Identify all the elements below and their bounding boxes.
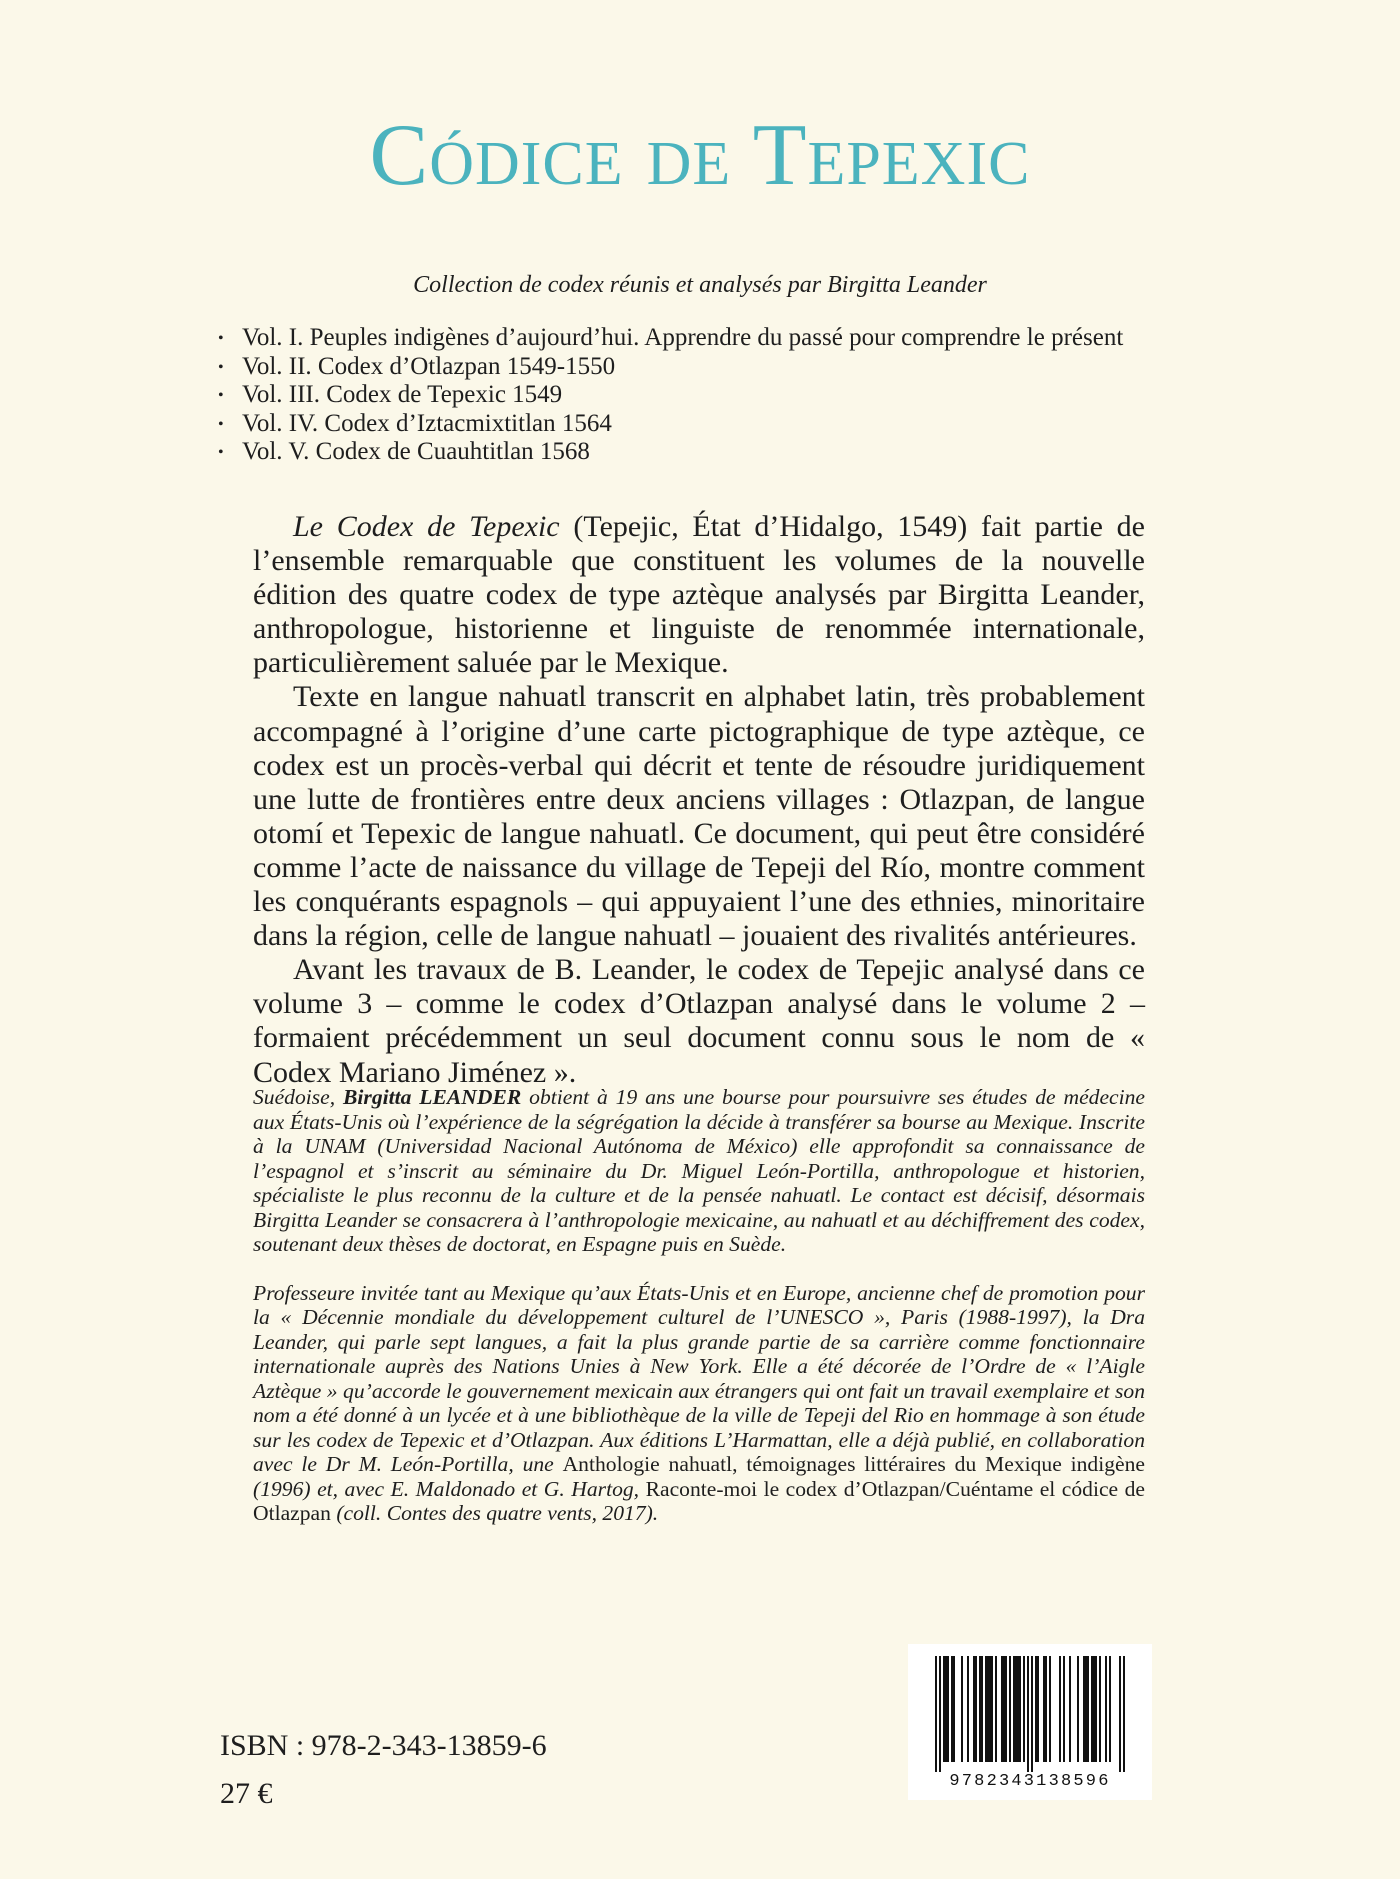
book-title: Códice de Tepexic: [369, 107, 1031, 204]
barcode-bar: [1031, 1656, 1033, 1772]
volume-item: [218, 381, 1218, 410]
isbn: ISBN : 978-2-343-13859-6: [220, 1729, 547, 1762]
barcode-bar: [1003, 1656, 1005, 1762]
barcode-bar: [935, 1656, 937, 1772]
volume-label: Vol. I. Peuples indigènes d’aujourd’hui. Apprendre du passé pour comprendre le présent: [242, 324, 1124, 351]
barcode-bar: [961, 1656, 963, 1762]
price: 27 €: [220, 1777, 273, 1810]
bio-text: Suédoise,: [253, 1085, 344, 1109]
barcode-bar: [1009, 1656, 1011, 1762]
description-paragraph-2: Texte en langue nahuatl transcrit en alphabet latin, très probablement accompagné à l’origine d’une carte pictographique de type aztèque, ce codex est un procès-verbal qui décrit et tente de résoudre juridiquement une lutte de frontières entre deux anciens villages : Otlazpan, de langue otomí et Tepexic de langue nahuatl. Ce document, qui peut être considéré comme l’acte de naissance du village de Tepeji del Río, montre comment les conquérants espagnols – qui appuyaient l’une des ethnies, minoritaire dans la région, celle de langue nahuatl – jouaient des rivalités antérieures.: [253, 680, 1145, 953]
barcode-bar: [1019, 1656, 1021, 1762]
barcode-bar: [1077, 1656, 1079, 1762]
bio-paragraph-2: [253, 1281, 1145, 1526]
barcode-bar: [1109, 1656, 1111, 1762]
barcode-bar: [1045, 1656, 1047, 1762]
bullet-icon: •: [218, 444, 224, 462]
barcode-bar: [1049, 1656, 1051, 1762]
barcode-bar: [1001, 1656, 1003, 1762]
volume-item: [218, 438, 1218, 467]
bullet-icon: •: [218, 358, 224, 376]
barcode-bar: [1023, 1656, 1025, 1762]
bio-text: obtient à 19 ans une bourse pour poursuivre ses études de médecine aux États-Unis où l’expérience de la ségrégation la décide à transférer sa bourse au Mexique. Inscrite à la UNAM (Universidad Nacional Autónoma de México) elle approfondit sa connaissance de l’espagnol et s’inscrit au séminaire du Dr. Miguel León-Portilla, anthropologue et historien, spécialiste le plus reconnu de la culture et de la pensée nahuatl. Le contact est décisif, désormais Birgitta Leander se consacrera à l’anthropologie mexicaine, au nahuatl et au déchiffrement des codex, soutenant deux thèses de doctorat, en Espagne puis en Suède.: [253, 1085, 1146, 1256]
paragraph-text: (Tepejic, État d’Hidalgo, 1549) fait partie de l’ensemble remarquable que constituent les volumes de la nouvelle édition des quatre codex de type aztèque analysés par Birgitta Leander, anthropologue, historienne et linguiste de renommée internationale, particulièrement saluée par le Mexique.: [253, 510, 1145, 680]
bio-text: Professeure invitée tant au Mexique qu’aux États-Unis et en Europe, ancienne chef de promotion pour la « Décennie mondiale du développement culturel de l’UNESCO », Paris (1988-1997), la Dra Leander, qui parle sept langues, a fait la plus grande partie de sa carrière comme fonctionnaire internationale auprès des Nations Unies à New York. Elle a été décorée de l’Ordre de « l’Aigle Aztèque » qu’accorde le gouvernement mexicain aux étrangers qui ont fait un travail exemplaire et son nom a été donné à un lycée et à une bibliothèque de la ville de Tepeji del Rio en hommage à son étude sur les codex de Tepexic et d’Otlazpan. Aux éditions L’Harmattan, elle a déjà publié, en collaboration avec le Dr M. León-Portilla, une: [253, 1280, 1145, 1476]
description-paragraph-3: Avant les travaux de B. Leander, le codex de Tepejic analysé dans ce volume 3 – comme le codex d’Otlazpan analysé dans le volume 2 – formaient précédemment un seul document connu sous le nom de « Codex Mariano Jiménez ».: [253, 953, 1145, 1089]
barcode-bar: [1027, 1656, 1029, 1772]
barcode-bar: [985, 1656, 987, 1762]
barcode-bar: [1095, 1656, 1097, 1762]
bio-paragraph-1: [253, 1085, 1145, 1257]
barcode-bar: [1105, 1656, 1107, 1762]
volume-label: Vol. IV. Codex d’Iztacmixtitlan 1564: [242, 409, 612, 437]
barcode: [908, 1644, 1152, 1800]
author-name: Birgitta LEANDER: [343, 1085, 522, 1109]
barcode-bar: [1059, 1656, 1061, 1762]
barcode-bar: [975, 1656, 977, 1762]
barcode-bar: [989, 1656, 991, 1762]
barcode-bar: [1091, 1656, 1093, 1762]
bullet-icon: •: [218, 387, 224, 405]
barcode-bar: [947, 1656, 949, 1762]
book-title-reference: Anthologie nahuatl, témoignages littéraires du Mexique indigène: [562, 1452, 1145, 1476]
barcode-bar: [1063, 1656, 1065, 1762]
barcode-bar: [939, 1656, 941, 1772]
barcode-bar: [1037, 1656, 1039, 1762]
barcode-bar: [1043, 1656, 1045, 1762]
book-title-reference: Raconte-moi le codex d’Otlazpan/Cuéntame el códice de Otlazpan: [253, 1476, 1145, 1525]
volume-label: Vol. V. Codex de Cuauhtitlan 1568: [242, 438, 590, 466]
barcode-bar: [967, 1656, 969, 1762]
barcode-bar: [995, 1656, 997, 1762]
volume-label: Vol. II. Codex d’Otlazpan 1549-1550: [242, 352, 616, 380]
barcode-bar: [1005, 1656, 1007, 1762]
book-reference: Le Codex de Tepexic: [293, 510, 560, 543]
barcode-graphic: [918, 1654, 1142, 1790]
barcode-digits: 9782343138596: [949, 1772, 1111, 1790]
collection-subtitle: Collection de codex réunis et analysés par Birgitta Leander: [413, 272, 987, 298]
volume-item: [218, 353, 1218, 382]
barcode-bar: [953, 1656, 955, 1762]
volume-item: [218, 410, 1218, 439]
barcode-bar: [1119, 1656, 1121, 1772]
bullet-icon: •: [218, 415, 224, 433]
barcode-bar: [1017, 1656, 1019, 1762]
volume-list: [218, 324, 1218, 467]
barcode-bar: [1015, 1656, 1017, 1762]
bio-text: (1996) et, avec E. Maldonado et G. Hartog,: [253, 1476, 646, 1501]
volume-label: Vol. III. Codex de Tepexic 1549: [242, 381, 563, 409]
barcode-bar: [1093, 1656, 1095, 1762]
barcode-bar: [981, 1656, 983, 1762]
description-paragraph-1: [253, 510, 1145, 680]
barcode-bar: [945, 1656, 947, 1762]
bio-text: (coll. Contes des quatre vents, 2017).: [330, 1501, 659, 1525]
barcode-bar: [1087, 1656, 1089, 1762]
barcode-bar: [979, 1656, 981, 1762]
barcode-bar: [1123, 1656, 1125, 1772]
barcode-bar: [973, 1656, 975, 1762]
barcode-bar: [951, 1656, 953, 1762]
description-body: [253, 510, 1145, 1090]
bullet-icon: •: [218, 329, 224, 347]
volume-item: [218, 324, 1218, 353]
barcode-bar: [1069, 1656, 1071, 1762]
barcode-bar: [1083, 1656, 1085, 1762]
barcode-bar: [1099, 1656, 1101, 1762]
barcode-bar: [943, 1656, 945, 1762]
barcode-bar: [991, 1656, 993, 1762]
author-biography: [253, 1085, 1145, 1550]
barcode-bar: [987, 1656, 989, 1762]
barcode-bar: [1085, 1656, 1087, 1762]
barcode-bar: [1035, 1656, 1037, 1762]
barcode-bar: [1013, 1656, 1015, 1762]
